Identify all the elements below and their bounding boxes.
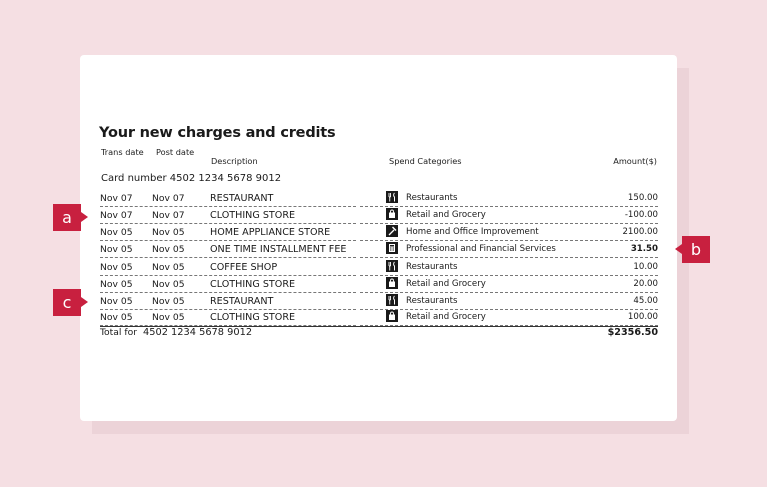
- hammer-icon: [386, 225, 398, 237]
- shopping-bag-icon: [386, 310, 398, 322]
- shopping-bag-icon: [386, 208, 398, 220]
- table-row: [100, 276, 660, 293]
- table-row: [100, 224, 660, 241]
- spend-category: Retail and Grocery: [406, 312, 486, 322]
- utensils-icon: [386, 191, 398, 203]
- trans-date: Nov 05: [100, 227, 133, 238]
- spend-category: Restaurants: [406, 262, 458, 272]
- table-row: [100, 309, 660, 326]
- callout-c: [53, 289, 81, 316]
- post-date: Nov 05: [152, 227, 185, 238]
- total-card-number: 4502 1234 5678 9012: [143, 327, 253, 338]
- spend-category: Retail and Grocery: [406, 210, 486, 220]
- post-date: Nov 07: [152, 193, 185, 204]
- callout-b: [682, 236, 710, 263]
- section-title: Your new charges and credits: [99, 125, 336, 141]
- trans-date: Nov 05: [100, 296, 133, 307]
- post-date: Nov 05: [152, 244, 185, 255]
- spend-category: Retail and Grocery: [406, 279, 486, 289]
- header-trans-date: Trans date: [101, 147, 144, 157]
- total-label: Total for: [100, 327, 138, 338]
- total-row: [100, 327, 658, 341]
- header-description: Description: [211, 156, 258, 166]
- table-row: [100, 241, 660, 258]
- amount: 10.00: [633, 262, 658, 272]
- trans-date: Nov 07: [100, 210, 133, 221]
- amount: 20.00: [633, 279, 658, 289]
- table-row: [100, 207, 660, 224]
- amount: 31.50: [630, 244, 658, 254]
- statement-card: [80, 55, 677, 421]
- amount: -100.00: [624, 210, 658, 220]
- description: HOME APPLIANCE STORE: [210, 227, 331, 238]
- amount: 45.00: [633, 296, 658, 306]
- description: ONE TIME INSTALLMENT FEE: [210, 244, 347, 255]
- post-date: Nov 05: [152, 279, 185, 290]
- description: RESTAURANT: [210, 193, 274, 204]
- trans-date: Nov 05: [100, 244, 133, 255]
- utensils-icon: [386, 260, 398, 272]
- callout-b-label: b: [690, 240, 702, 259]
- post-date: Nov 05: [152, 262, 185, 273]
- card-number-line: Card number 4502 1234 5678 9012: [101, 173, 282, 184]
- shopping-bag-icon: [386, 277, 398, 289]
- description: RESTAURANT: [210, 296, 274, 307]
- post-date: Nov 07: [152, 210, 185, 221]
- utensils-icon: [386, 294, 398, 306]
- spend-category: Home and Office Improvement: [406, 227, 539, 237]
- table-row: [100, 293, 660, 310]
- post-date: Nov 05: [152, 312, 185, 323]
- post-date: Nov 05: [152, 296, 185, 307]
- calculator-icon: [386, 242, 398, 254]
- table-row: [100, 190, 660, 207]
- trans-date: Nov 07: [100, 193, 133, 204]
- header-post-date: Post date: [156, 147, 195, 157]
- description: CLOTHING STORE: [210, 210, 296, 221]
- callout-a-label: a: [62, 208, 72, 227]
- description: COFFEE SHOP: [210, 262, 278, 273]
- description: CLOTHING STORE: [210, 279, 296, 290]
- row-divider: [100, 257, 356, 258]
- description: CLOTHING STORE: [210, 312, 296, 323]
- row-divider: [360, 257, 658, 258]
- header-amount: Amount($): [613, 156, 657, 166]
- callout-a: [53, 204, 81, 231]
- spend-category: Restaurants: [406, 296, 458, 306]
- total-amount: $2356.50: [607, 327, 658, 338]
- trans-date: Nov 05: [100, 262, 133, 273]
- trans-date: Nov 05: [100, 312, 133, 323]
- spend-category: Professional and Financial Services: [406, 244, 556, 254]
- amount: 100.00: [627, 312, 658, 322]
- amount: 150.00: [627, 193, 658, 203]
- amount: 2100.00: [622, 227, 658, 237]
- trans-date: Nov 05: [100, 279, 133, 290]
- header-spend-categories: Spend Categories: [389, 156, 462, 166]
- table-row: [100, 259, 660, 276]
- spend-category: Restaurants: [406, 193, 458, 203]
- callout-c-label: c: [62, 293, 72, 312]
